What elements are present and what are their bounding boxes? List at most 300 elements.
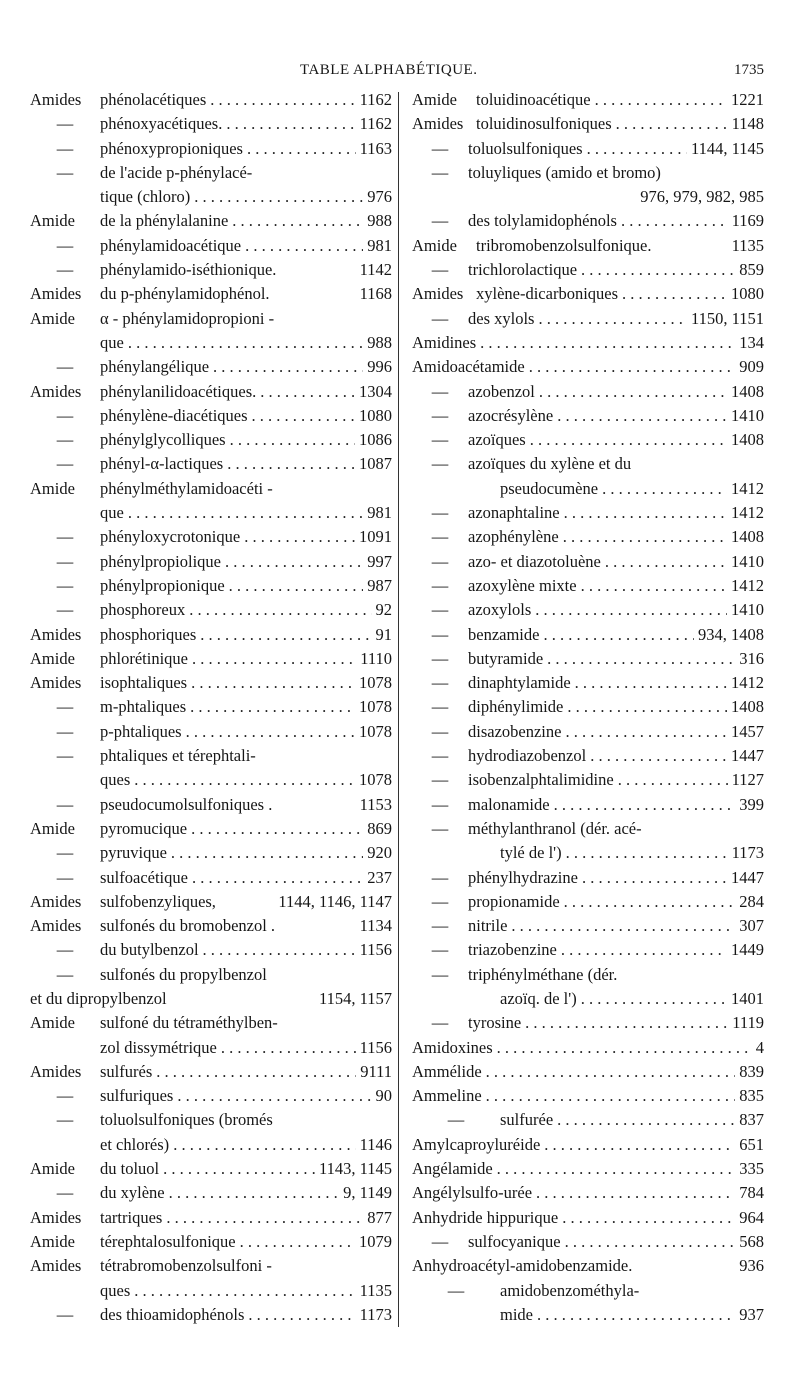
index-entry [30, 1084, 392, 1108]
index-entry [412, 695, 764, 719]
entry-term: phénoxypropioniques [100, 138, 243, 158]
index-entry [412, 1157, 764, 1181]
index-entry [412, 987, 764, 1011]
dot-leader [213, 355, 363, 379]
index-entry [30, 380, 392, 404]
index-entry [30, 817, 392, 841]
ditto-dash: — [431, 794, 449, 814]
entry-term: toluyliques (amido et bromo) [468, 162, 661, 182]
page-reference: 1080 [731, 284, 764, 304]
entry-term: toluidinosulfoniques [476, 114, 612, 134]
index-entry [412, 550, 764, 574]
index-entry [30, 161, 392, 185]
page-reference: 651 [739, 1134, 764, 1154]
index-entry [412, 137, 764, 161]
entry-term: des thioamidophénols [100, 1304, 245, 1324]
ditto-dash: — [56, 162, 74, 182]
entry-head-word: Amides [30, 673, 82, 693]
page-reference: 335 [739, 1159, 764, 1179]
dot-leader [537, 1303, 735, 1327]
dot-leader [227, 452, 355, 476]
ditto-dash: — [56, 454, 74, 474]
entry-term: phlorétinique [100, 648, 188, 668]
entry-term: ques [100, 770, 131, 790]
page-reference: 1154, 1157 [318, 988, 392, 1008]
ditto-dash: — [447, 1280, 465, 1300]
ditto-dash: — [447, 1110, 465, 1130]
ditto-dash: — [431, 575, 449, 595]
dot-leader [240, 1230, 355, 1254]
page-reference: 784 [739, 1183, 764, 1203]
entry-term: phosphoreux [100, 600, 186, 620]
ditto-dash: — [431, 867, 449, 887]
ditto-dash: — [431, 527, 449, 547]
entry-term: phénylamidoacétique [100, 235, 242, 255]
page-reference: 920 [367, 843, 392, 863]
dot-leader [190, 695, 355, 719]
dot-leader [244, 525, 355, 549]
index-entry [30, 355, 392, 379]
entry-head-word: Amide [412, 235, 457, 255]
index-entry [412, 1133, 764, 1157]
entry-term: Ammélide [412, 1061, 482, 1081]
dot-leader [557, 404, 727, 428]
index-entry [30, 501, 392, 525]
dot-leader [245, 234, 363, 258]
dot-leader [156, 1060, 356, 1084]
entry-term: Anhydroacétyl-amidobenzamide. [412, 1256, 633, 1276]
index-entry [30, 331, 392, 355]
ditto-dash: — [56, 867, 74, 887]
page-reference: 987 [367, 575, 392, 595]
index-entry [412, 258, 764, 282]
index-entry [412, 1206, 764, 1230]
entry-term: du xylène [100, 1183, 165, 1203]
page-reference: 1135 [359, 1280, 392, 1300]
dot-leader [497, 1157, 736, 1181]
ditto-dash: — [431, 746, 449, 766]
ditto-dash: — [431, 721, 449, 741]
index-entry [30, 1181, 392, 1205]
index-entry [30, 720, 392, 744]
entry-term: azoïques du xylène et du [468, 454, 632, 474]
ditto-dash: — [56, 1183, 74, 1203]
index-entry [412, 963, 764, 987]
ditto-dash: — [431, 1231, 449, 1251]
page-reference: 1144, 1146, 1147 [278, 891, 392, 911]
dot-leader [554, 793, 736, 817]
dot-leader [186, 720, 355, 744]
ditto-dash: — [431, 381, 449, 401]
ditto-dash: — [431, 600, 449, 620]
index-entry [412, 768, 764, 792]
ditto-dash: — [56, 843, 74, 863]
page-reference: 1135 [731, 235, 764, 255]
ditto-dash: — [56, 575, 74, 595]
dot-leader [562, 1206, 735, 1230]
ditto-dash: — [431, 964, 449, 984]
entry-term: triazobenzine [468, 940, 557, 960]
index-entry [412, 161, 764, 185]
index-entry [30, 1206, 392, 1230]
index-entry [30, 1303, 392, 1327]
index-entry [412, 380, 764, 404]
index-entry [412, 1060, 764, 1084]
index-entry [412, 331, 764, 355]
ditto-dash: — [431, 624, 449, 644]
ditto-dash: — [431, 138, 449, 158]
page-reference: 1144, 1145 [690, 138, 764, 158]
page-reference: 316 [739, 648, 764, 668]
entry-term: pyromucique [100, 818, 188, 838]
page-reference: 1457 [731, 721, 764, 741]
page-reference: 996 [367, 357, 392, 377]
index-entry [412, 841, 764, 865]
entry-term: phénylamido-iséthionique. [100, 260, 277, 280]
index-entry [30, 1230, 392, 1254]
index-entry [30, 768, 392, 792]
index-entry [30, 282, 392, 306]
index-entry [30, 1036, 392, 1060]
dot-leader [618, 768, 728, 792]
page-reference: 937 [739, 1304, 764, 1324]
page-reference: 1091 [359, 527, 392, 547]
entry-term: méthylanthranol (dér. acé- [468, 818, 642, 838]
dot-leader [134, 1279, 355, 1303]
ditto-dash: — [56, 600, 74, 620]
index-entry [30, 550, 392, 574]
index-entry [30, 525, 392, 549]
dot-leader [260, 380, 355, 404]
page-reference: 1148 [731, 114, 764, 134]
page-reference: 1408 [731, 430, 764, 450]
page-reference: 1110 [360, 648, 392, 668]
entry-term: sulfoné du tétraméthylben- [100, 1013, 278, 1033]
page-reference: 1412 [731, 478, 764, 498]
entry-term: p-phtaliques [100, 721, 182, 741]
dot-leader [622, 282, 727, 306]
entry-head-word: Amide [30, 1231, 75, 1251]
ditto-dash: — [56, 1304, 74, 1324]
index-entry [412, 720, 764, 744]
ditto-dash: — [56, 746, 74, 766]
index-entry [412, 647, 764, 671]
page-reference: 1412 [731, 673, 764, 693]
page-reference: 92 [375, 600, 392, 620]
ditto-dash: — [431, 673, 449, 693]
entry-term: de l'acide p-phénylacé- [100, 162, 253, 182]
entry-term: Angélamide [412, 1159, 493, 1179]
entry-term: sulfonés du bromobenzol . [100, 916, 276, 936]
index-entry [412, 598, 764, 622]
index-entry [30, 987, 392, 1011]
page-reference: 976, 979, 982, 985 [640, 187, 764, 207]
dot-leader [535, 598, 727, 622]
index-entry [412, 452, 764, 476]
index-entry [30, 1133, 392, 1157]
index-entry [30, 695, 392, 719]
ditto-dash: — [431, 648, 449, 668]
index-entry [412, 1230, 764, 1254]
page-reference: 1408 [731, 381, 764, 401]
index-entry [412, 282, 764, 306]
running-title: TABLE ALPHABÉTIQUE. [300, 62, 478, 78]
index-entry [412, 525, 764, 549]
page-reference: 1449 [731, 940, 764, 960]
dot-leader [203, 938, 356, 962]
index-entry [30, 112, 392, 136]
ditto-dash: — [431, 503, 449, 523]
ditto-dash: — [431, 260, 449, 280]
ditto-dash: — [431, 940, 449, 960]
dot-leader [587, 137, 687, 161]
dot-leader [247, 137, 356, 161]
dot-leader [134, 768, 355, 792]
entry-term: azocrésylène [468, 405, 554, 425]
entry-head-word: Amides [412, 284, 464, 304]
entry-head-word: Amide [30, 211, 75, 231]
index-entry [30, 963, 392, 987]
entry-term: sulfurés [100, 1061, 153, 1081]
entry-term: que [100, 332, 124, 352]
page-reference: 1119 [732, 1013, 764, 1033]
dot-leader [497, 1036, 752, 1060]
ditto-dash: — [56, 357, 74, 377]
page-reference: 1079 [359, 1231, 392, 1251]
index-entry [412, 209, 764, 233]
entry-term: azoxylène mixte [468, 575, 577, 595]
dot-leader [563, 525, 727, 549]
entry-term: triphénylméthane (dér. [468, 964, 618, 984]
page-reference: 1078 [359, 673, 392, 693]
dot-leader [511, 914, 735, 938]
entry-term: phénylglycolliques [100, 430, 226, 450]
page-reference: 964 [739, 1207, 764, 1227]
index-entry [30, 890, 392, 914]
ditto-dash: — [56, 235, 74, 255]
page-reference: 1156 [359, 940, 392, 960]
entry-term: tique (chloro) [100, 187, 191, 207]
dot-leader [557, 1108, 735, 1132]
dot-leader [169, 1181, 340, 1205]
page-reference: 997 [367, 551, 392, 571]
page-reference: 837 [739, 1110, 764, 1130]
index-entry [412, 866, 764, 890]
entry-term: azoïq. de l') [500, 988, 577, 1008]
ditto-dash: — [56, 405, 74, 425]
entry-term: phénylène-diacétiques [100, 405, 248, 425]
entry-head-word: Amides [30, 624, 82, 644]
page-reference: 1150, 1151 [690, 308, 764, 328]
page-reference: 1162 [359, 114, 392, 134]
entry-head-word: Amide [30, 1013, 75, 1033]
entry-term: sulfoacétique [100, 867, 188, 887]
ditto-dash: — [56, 430, 74, 450]
entry-term: sulfobenzyliques, [100, 891, 216, 911]
ditto-dash: — [431, 454, 449, 474]
page-reference: 1163 [359, 138, 392, 158]
entry-term: Amidoxines [412, 1037, 493, 1057]
page-reference: 9, 1149 [343, 1183, 392, 1203]
index-entry [30, 671, 392, 695]
entry-term: azoïques [468, 430, 526, 450]
entry-term: tétrabromobenzolsulfoni - [100, 1256, 272, 1276]
page-reference: 399 [739, 794, 764, 814]
index-entry [30, 744, 392, 768]
index-entry [30, 404, 392, 428]
index-column-left [30, 88, 392, 1327]
dot-leader [189, 598, 371, 622]
index-entry [412, 355, 764, 379]
index-entry [412, 1108, 764, 1132]
entry-term: pseudocumène [500, 478, 599, 498]
index-entry [30, 1060, 392, 1084]
index-entry [412, 477, 764, 501]
entry-term: malonamide [468, 794, 550, 814]
page-reference: 91 [375, 624, 392, 644]
entry-term: disazobenzine [468, 721, 562, 741]
dot-leader [192, 866, 363, 890]
page-reference: 1078 [359, 770, 392, 790]
page-reference: 1401 [731, 988, 764, 1008]
entry-term: Amidines [412, 332, 477, 352]
page-reference: 1127 [731, 770, 764, 790]
index-entry [30, 88, 392, 112]
dot-leader [536, 1181, 735, 1205]
index-entry [30, 1279, 392, 1303]
entry-term: azobenzol [468, 381, 535, 401]
page-reference: 1087 [359, 454, 392, 474]
ditto-dash: — [56, 1110, 74, 1130]
dot-leader [166, 1206, 363, 1230]
index-entry [412, 817, 764, 841]
dot-leader [575, 671, 727, 695]
entry-head-word: Amide [412, 90, 457, 109]
page-reference: 1408 [731, 697, 764, 717]
entry-term: Amidoacétamide [412, 357, 525, 377]
page-reference: 1447 [731, 746, 764, 766]
dot-leader [248, 1303, 355, 1327]
entry-term: butyramide [468, 648, 544, 668]
page-reference: 237 [367, 867, 392, 887]
index-entry [412, 890, 764, 914]
index-entry [30, 647, 392, 671]
index-entry [30, 185, 392, 209]
index-entry [412, 404, 764, 428]
page-reference: 1162 [359, 90, 392, 109]
index-entry [412, 671, 764, 695]
page-reference: 134 [739, 332, 764, 352]
entry-head-word: Amides [30, 1256, 82, 1276]
page-reference: 1221 [731, 90, 764, 109]
page-reference: 90 [375, 1086, 392, 1106]
entry-term: phénylpropionique [100, 575, 225, 595]
dot-leader [229, 574, 364, 598]
entry-head-word: Amide [30, 308, 75, 328]
ditto-dash: — [431, 405, 449, 425]
page-reference: 1410 [731, 405, 764, 425]
dot-leader [547, 647, 735, 671]
dot-leader [177, 1084, 371, 1108]
entry-term: α - phénylamidopropioni - [100, 308, 275, 328]
dot-leader [210, 88, 355, 112]
entry-head-word: Amides [30, 381, 82, 401]
entry-term: tylé de l') [500, 843, 562, 863]
dot-leader [590, 744, 727, 768]
entry-term: Amylcaproyluréide [412, 1134, 541, 1154]
page-reference: 1447 [731, 867, 764, 887]
index-entry [412, 112, 764, 136]
entry-term: toluolsulfoniques (bromés [100, 1110, 273, 1130]
entry-term: phtaliques et térephtali- [100, 746, 256, 766]
entry-term: azophénylène [468, 527, 559, 547]
dot-leader [565, 1230, 736, 1254]
page-reference: 1078 [359, 697, 392, 717]
index-entry [412, 234, 764, 258]
index-entry [30, 1254, 392, 1278]
page-reference: 1408 [731, 527, 764, 547]
dot-leader [163, 1157, 315, 1181]
entry-term: mide [500, 1304, 533, 1324]
index-entry [30, 574, 392, 598]
dot-leader [581, 987, 727, 1011]
page-reference: 869 [367, 818, 392, 838]
dot-leader [171, 841, 363, 865]
ditto-dash: — [431, 162, 449, 182]
dot-leader [564, 501, 727, 525]
entry-term: du butylbenzol [100, 940, 199, 960]
entry-term: azonaphtaline [468, 503, 560, 523]
index-entry [412, 428, 764, 452]
entry-term: et du dipropylbenzol [30, 988, 167, 1008]
index-entry [30, 234, 392, 258]
ditto-dash: — [56, 964, 74, 984]
page-reference: 1412 [731, 575, 764, 595]
dot-leader [230, 428, 355, 452]
ditto-dash: — [56, 794, 74, 814]
dot-leader [539, 380, 727, 404]
page-reference: 988 [367, 332, 392, 352]
entry-head-word: Amides [412, 114, 464, 134]
entry-head-word: Amide [30, 478, 75, 498]
entry-term: nitrile [468, 916, 508, 936]
entry-term: xylène-dicarboniques [476, 284, 619, 304]
entry-term: phényloxycrotonique [100, 527, 241, 547]
dot-leader [232, 209, 363, 233]
entry-term: isophtaliques [100, 673, 188, 693]
dot-leader [128, 501, 363, 525]
entry-term: propionamide [468, 891, 560, 911]
entry-term: des xylols [468, 308, 535, 328]
page-reference: 859 [739, 260, 764, 280]
dot-leader [200, 623, 371, 647]
dot-leader [226, 112, 355, 136]
page-header [0, 62, 800, 86]
index-entry [412, 1254, 764, 1278]
entry-term: phénylpropiolique [100, 551, 221, 571]
index-entry [30, 1157, 392, 1181]
ditto-dash: — [56, 1086, 74, 1106]
dot-leader [565, 720, 727, 744]
entry-term: phénolacétiques [100, 90, 207, 109]
index-entry [412, 1303, 764, 1327]
dot-leader [582, 866, 727, 890]
dot-leader [480, 331, 735, 355]
dot-leader [543, 623, 694, 647]
entry-term: phénylméthylamidoacéti - [100, 478, 273, 498]
ditto-dash: — [56, 527, 74, 547]
page-reference: 1086 [359, 430, 392, 450]
